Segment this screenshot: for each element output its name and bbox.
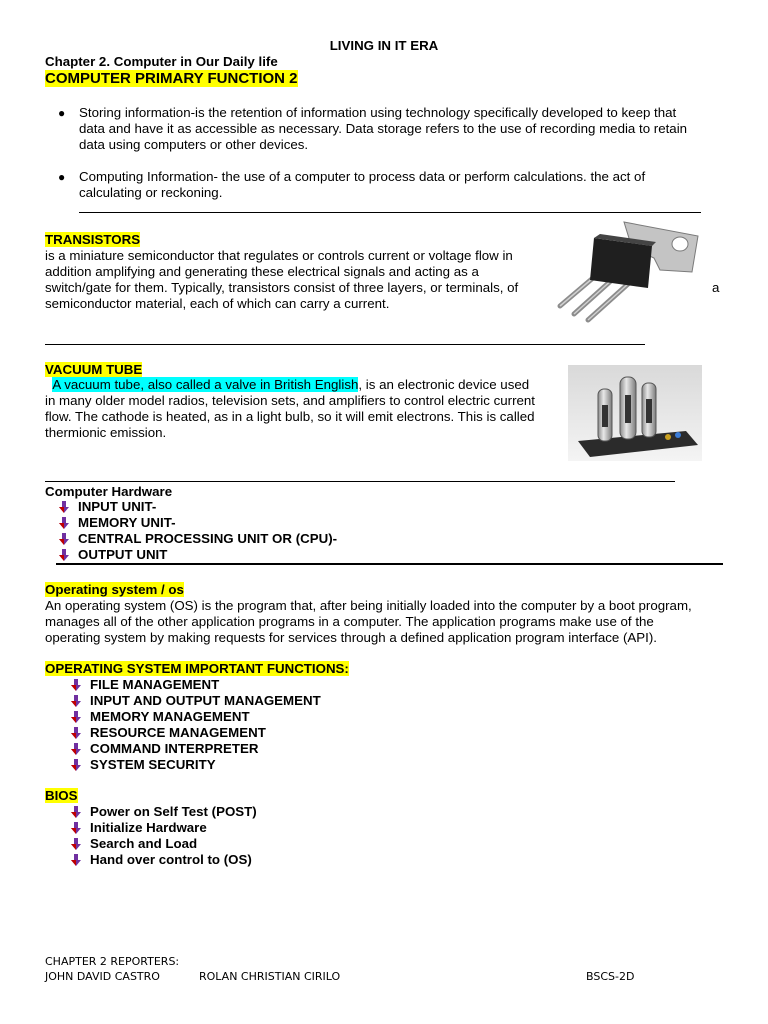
- arrow-down-icon: [58, 533, 70, 545]
- function-line: data and have it as accessible as necessary. Data storage refers to the use of recording media to retain: [79, 121, 688, 136]
- arrow-down-icon: [70, 806, 82, 818]
- vacuum-tube-image: [568, 365, 702, 461]
- paragraph-line: semiconductor material, each of which can carry a current.: [45, 296, 390, 311]
- list-item: MEMORY MANAGEMENT: [68, 709, 321, 725]
- vacuum-tube-heading-text: VACUUM TUBE: [45, 362, 143, 377]
- bios-heading: [45, 788, 78, 803]
- divider: [45, 481, 675, 482]
- list-item: Search and Load: [68, 836, 257, 852]
- transistors-heading-text: TRANSISTORS: [45, 232, 141, 247]
- arrow-down-icon: [58, 549, 70, 561]
- list-item: COMMAND INTERPRETER: [68, 741, 321, 757]
- paragraph-line: manages all of the other application programs in a computer. The application programs make use of the: [45, 614, 654, 629]
- bullet-icon: ●: [58, 170, 66, 184]
- footer-reporter-2: ROLAN CHRISTIAN CIRILO: [199, 970, 341, 983]
- chapter-heading: Chapter 2. Computer in Our Daily life: [45, 54, 278, 69]
- function-line: data using computers or other devices.: [79, 137, 309, 152]
- function-line: calculating or reckoning.: [79, 185, 223, 200]
- footer-reporters-label: CHAPTER 2 REPORTERS:: [45, 955, 180, 968]
- transistors-paragraph: [45, 248, 545, 312]
- transistor-body: [590, 238, 652, 288]
- list-item: Hand over control to (OS): [68, 852, 257, 868]
- document-title: LIVING IN IT ERA: [329, 38, 439, 53]
- paragraph-line: thermionic emission.: [45, 425, 167, 440]
- vacuum-tube-paragraph: A vacuum tube, also called a valve in British English, is an electronic device used in many older model radios, television sets, and amplifiers to control electric current flow. The cathode is heated, as in a light bulb, so it will emit electrons. This is called thermionic emission.: [45, 377, 565, 441]
- arrow-down-icon: [58, 517, 70, 529]
- vacuum-tube-highlight: A vacuum tube, also called a valve in British English: [52, 377, 359, 392]
- divider: [79, 212, 701, 213]
- bios-list: [68, 804, 257, 868]
- transistor-mount-hole: [672, 237, 688, 251]
- arrow-down-icon: [70, 695, 82, 707]
- list-item: RESOURCE MANAGEMENT: [68, 725, 321, 741]
- arrow-down-icon: [70, 743, 82, 755]
- paragraph-line: in many older model radios, television sets, and amplifiers to control electric current: [45, 393, 535, 408]
- arrow-down-icon: [70, 759, 82, 771]
- arrow-down-icon: [70, 679, 82, 691]
- list-item: Initialize Hardware: [68, 820, 257, 836]
- list-item: INPUT UNIT-: [56, 499, 337, 515]
- list-item: OUTPUT UNIT: [56, 547, 337, 563]
- transistor-image: [552, 218, 702, 326]
- divider: [56, 563, 723, 565]
- paragraph-line: is a miniature semiconductor that regulates or controls current or voltage flow in: [45, 248, 513, 263]
- footer-section: BSCS-2D: [586, 970, 635, 983]
- function-item-computing: [58, 169, 718, 201]
- hardware-list: [56, 499, 337, 563]
- os-heading: [45, 582, 184, 597]
- divider: [45, 344, 645, 345]
- function-item-storing: [58, 105, 718, 153]
- list-item: INPUT AND OUTPUT MANAGEMENT: [68, 693, 321, 709]
- function-line: Computing Information- the use of a computer to process data or perform calculations. the act of: [79, 169, 646, 184]
- arrow-down-icon: [70, 854, 82, 866]
- primary-function-heading: [45, 70, 298, 87]
- primary-function-heading-text: COMPUTER PRIMARY FUNCTION 2: [45, 70, 298, 87]
- list-item: MEMORY UNIT-: [56, 515, 337, 531]
- paragraph-line: An operating system (OS) is the program that, after being initially loaded into the computer by a boot program,: [45, 598, 692, 613]
- vacuum-tube-heading: [45, 362, 142, 377]
- paragraph-line: operating system by making requests for services through a defined application program interface (API).: [45, 630, 657, 645]
- os-paragraph: [45, 598, 745, 646]
- transistors-trailing-a: a: [712, 280, 720, 295]
- transistors-heading: [45, 232, 140, 247]
- footer-reporter-1: JOHN DAVID CASTRO: [45, 970, 160, 983]
- os-functions-list: [68, 677, 321, 773]
- paragraph-line: flow. The cathode is heated, as in a light bulb, so it will emit electrons. This is called: [45, 409, 535, 424]
- arrow-down-icon: [70, 822, 82, 834]
- function-line: Storing information-is the retention of information using technology specifically developed to keep that: [79, 105, 677, 120]
- arrow-down-icon: [70, 711, 82, 723]
- list-item: FILE MANAGEMENT: [68, 677, 321, 693]
- arrow-down-icon: [70, 838, 82, 850]
- bullet-icon: ●: [58, 106, 66, 120]
- paragraph-line: addition amplifying and generating these electrical signals and acting as a: [45, 264, 479, 279]
- arrow-down-icon: [58, 501, 70, 513]
- os-heading-text: Operating system / os: [45, 582, 184, 597]
- os-functions-heading: [45, 661, 349, 676]
- list-item: Power on Self Test (POST): [68, 804, 257, 820]
- os-functions-heading-text: OPERATING SYSTEM IMPORTANT FUNCTIONS:: [45, 661, 349, 676]
- hardware-heading: Computer Hardware: [45, 484, 173, 499]
- paragraph-line: switch/gate for them. Typically, transistors consist of three layers, or terminals, of: [45, 280, 519, 295]
- list-item: CENTRAL PROCESSING UNIT OR (CPU)-: [56, 531, 337, 547]
- list-item: SYSTEM SECURITY: [68, 757, 321, 773]
- bios-heading-text: BIOS: [45, 788, 78, 803]
- arrow-down-icon: [70, 727, 82, 739]
